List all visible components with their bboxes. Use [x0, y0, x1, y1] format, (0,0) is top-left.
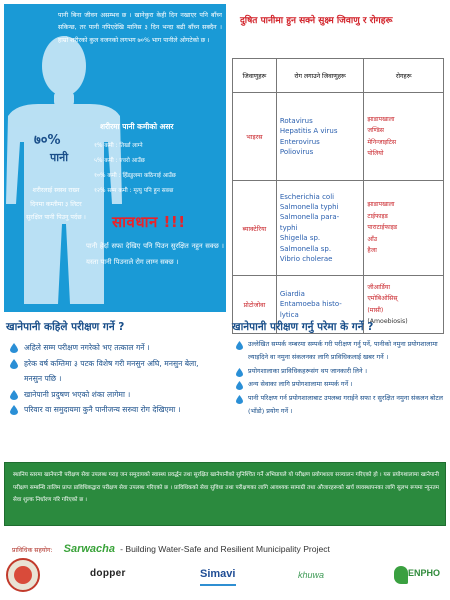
table-row	[233, 93, 444, 181]
pathogen-name: Rotavirus	[279, 116, 313, 125]
simavi-logo: Simavi	[200, 568, 236, 580]
water-drop-icon	[10, 359, 18, 369]
header-organism-type: जिवाणुहरू	[233, 59, 277, 93]
table-header-row	[233, 59, 444, 93]
pathogen-name: Hepatitis A virus	[279, 127, 338, 136]
warning-text: पानी हेर्दा सफा देखिए पनि पिउन सुरक्षित नहुन सक्छ । यस्ता पानी पिउनाले रोग लाग्न सक्छ ।	[86, 242, 224, 266]
water-drop-icon	[10, 343, 18, 353]
disease-name: (मासी)	[367, 306, 384, 314]
water-word: पानी	[50, 151, 69, 164]
water-drop-icon	[236, 368, 243, 377]
lab-info-box	[4, 462, 446, 526]
list-item-text: परिवार वा समुदायमा कुनै पानीजन्य सरुवा रोग देखिएमा ।	[24, 405, 181, 414]
disease-table	[232, 58, 444, 334]
water-percentage: ७०%	[34, 133, 61, 148]
list-item-text: खानेपानी प्रदुषण भएको शंका लागेमा ।	[24, 389, 131, 399]
disease-cell	[364, 276, 444, 334]
enpho-logo	[394, 560, 446, 596]
when-to-test-list	[6, 340, 218, 418]
pathogen-cell	[276, 93, 364, 181]
disease-name: हैजा	[367, 247, 377, 255]
lab-info-text: स्थानिय स्तरमा खानेपानी परीक्षण सेवा उपलब्ध गराइ जन समुदायको स्वास्थ्य प्रवर्द्धन तथा सुरक्षित खानेपानीको सुनिश्चित गर्ने अभिप्रायले यो परीक्षण प्रयोगशाला सञ्चालन गरिएको हो । यस प्रयोगशालामा खानेपानी परीक्षण सम्बन्धि तालिम प्राप्त प्राविधिकद्वारा परीक्षण सेवा उपलब्ध गरिएको छ । प्राविधिकको सेवा सुविधा तथा परीक्षणका लागि आवश्यक सामाग्री तथा औजारहरूको खर्च व्यवस्थापनका लागि सुलभ रूपमा न्यूनतम सेवा शुल्क निर्धारण गरि गरिएको छ ।	[13, 472, 439, 504]
list-item	[6, 387, 218, 403]
khuwa-logo: khuwa	[298, 570, 325, 580]
dehydration-effects-list	[94, 139, 176, 199]
organism-type-cell: ब्याक्टेरिया	[233, 181, 277, 276]
water-drop-icon	[236, 341, 243, 350]
pathogen-name: Giardia	[279, 289, 305, 298]
disease-name: पोलियो	[367, 149, 384, 157]
project-name: - Building Water-Safe and Resilient Municipality Project	[120, 544, 330, 554]
dehydration-effect-item: १०% कमी : हिँडडुलमा कठिनाई आउँछ	[94, 173, 176, 179]
header-pathogen-name: रोग लगाउने जिवाणुहरू	[276, 59, 364, 93]
disease-name: मेनिन्जाइटिस	[367, 138, 397, 146]
dehydration-effect-item: ५% कमी : ज्वरो आउँछ	[94, 158, 145, 164]
disease-cell	[364, 93, 444, 181]
pathogen-name: Salmonella typhi	[279, 202, 339, 211]
disease-name: झाडापखाला	[367, 201, 395, 209]
daily-intake-note: शरीरलाई स्वस्थ राख्न दिनमा कम्तीमा ३ लिटर सुरक्षित पानी पिउनु पर्दछ ।	[26, 187, 86, 222]
pathogen-name: typhi	[279, 223, 298, 232]
what-to-do-title: खानेपानी परीक्षण गर्नु परेमा के गर्ने ?	[232, 321, 374, 333]
organism-type-cell: प्रोटोजोवा	[233, 276, 277, 334]
disease-cell	[364, 181, 444, 276]
list-item-text: प्रयोगशालाका प्राविधिकहरूसंग थप जानकारी लिने ।	[248, 366, 368, 375]
disease-name: झाडापखाला	[367, 115, 395, 123]
disease-name: जीआर्डिया	[367, 283, 390, 291]
leaf-icon	[394, 566, 408, 584]
when-to-test-title: खानेपानी कहिले परीक्षण गर्ने ?	[6, 321, 125, 333]
water-drop-icon	[236, 395, 243, 404]
disease-table-title: दुषित पानीमा हुन सक्ने सुक्ष्म जिवाणु र रोगहरू	[240, 16, 393, 26]
list-item-text: हरेक वर्ष कम्तिमा ३ पटक विशेष गरी मनसुन अघि, मनसुन बेला, मनसुन पछि ।	[24, 358, 199, 383]
warning-label: सावधान !!!	[112, 213, 186, 231]
body-water-panel	[4, 4, 226, 312]
disease-name: पाराटाईफाइड	[367, 224, 398, 232]
list-item-text: पानी परिक्षण गर्न प्रयोगशालाबाट उपलब्ध गराईने सफा र सुरक्षित नमुना संकलन बोटल (भाँडो) प्रयोग गर्ने ।	[248, 393, 444, 416]
list-item	[6, 402, 218, 418]
pathogen-name: Entamoeba histo-	[279, 300, 342, 309]
list-item	[232, 338, 446, 365]
header-disease: रोगहरू	[364, 59, 444, 93]
dehydration-effects-title: शरीरमा पानी कमीको असर	[100, 122, 174, 131]
partner-logos	[0, 556, 450, 600]
list-item	[232, 392, 446, 419]
disease-name: जण्डिस	[367, 127, 384, 135]
pathogen-name: Salmonella sp.	[279, 244, 332, 253]
pathogen-cell	[276, 181, 364, 276]
water-drop-icon	[236, 381, 243, 390]
water-drop-icon	[10, 405, 18, 415]
list-item	[232, 365, 446, 378]
disease-name: आँउ	[367, 235, 378, 243]
list-item	[6, 356, 218, 387]
sarwacha-brand: Sarwacha	[63, 543, 115, 555]
disease-name: टाईफाइड	[367, 212, 388, 220]
water-drop-icon	[10, 390, 18, 400]
list-item	[6, 340, 218, 356]
dehydration-effect-item: १२% सम्म कमी : मृत्यु पनि हुन सक्छ	[94, 188, 174, 194]
dehydration-effect-item: १% कमी : तिर्खा लाग्ने	[94, 143, 143, 149]
pathogen-name: Enterovirus	[279, 137, 320, 146]
table-row	[233, 181, 444, 276]
government-emblem-logo	[6, 558, 40, 592]
enpho-logo-text: ENPHO	[408, 568, 441, 578]
pathogen-name: Vibrio cholerae	[279, 255, 333, 264]
pathogen-name: Salmonella para-	[279, 213, 340, 222]
simavi-logo-underline	[200, 584, 236, 586]
list-item-text: उल्लेखित सम्पर्क नम्बरमा सम्पर्क गरी परीक्षण गर्नु पर्ने, पानीको नमुना प्रयोगशालामा ल्याइदिने वा नमुना संकलनका लागि प्राविधिकलाई खबर गर्ने ।	[248, 340, 438, 362]
disease-name: एमोबिओसिस्	[367, 295, 398, 303]
support-label: प्राविधिक सहयोग:	[12, 547, 53, 554]
list-item	[232, 378, 446, 391]
list-item-text: अहिले सम्म परीक्षण नगरेको भए तत्काल गर्ने ।	[24, 343, 150, 352]
dopper-logo: dopper	[90, 568, 126, 579]
pathogen-name: Poliovirus	[279, 147, 314, 156]
pathogen-name: Shigella sp.	[279, 234, 321, 243]
technical-support-line	[12, 537, 330, 556]
intro-text: पानी बिना जीवन असम्भव छ । खानेकुरा केही दिन नखाएर पनि बाँच्न सकिन्छ, तर पानी नपिएदेखि मानिस ३ दिन भन्दा बढी बाँच्न सक्दैन । हाम्रो शरीरको कुल वजनको लगभग ७०% भाग पानीले ओगटेको छ ।	[58, 12, 222, 44]
what-to-do-list	[232, 338, 446, 418]
list-item-text: अन्य सेवाका लागि प्रयोगशालामा सम्पर्क गर्ने ।	[248, 380, 353, 389]
pathogen-name: lytica	[279, 310, 299, 319]
disease-sub-note: (Amoebiosis)	[367, 317, 408, 325]
organism-type-cell: भाइरस	[233, 93, 277, 181]
pathogen-name: Escherichia coli	[279, 192, 335, 201]
